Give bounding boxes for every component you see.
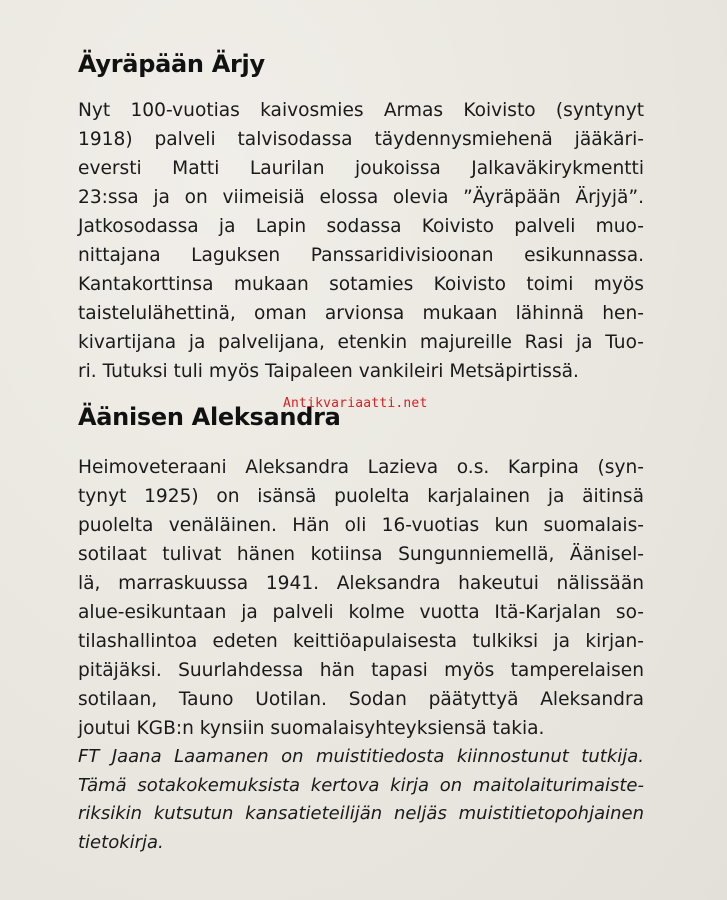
text-line: kivartijana ja palvelijana, etenkin majureille Rasi ja Tuo- xyxy=(78,332,644,353)
text-line: nittajana Laguksen Panssaridivisioonan esikunnassa. xyxy=(78,245,644,266)
text-line: tynyt 1925) on isänsä puolelta karjalainen ja äitinsä xyxy=(78,486,644,507)
section-title-aanisen-aleksandra: Äänisen Aleksandra xyxy=(78,403,341,431)
text-line: alue-esikuntaan ja palveli kolme vuotta Itä-Karjalan so- xyxy=(78,602,644,623)
credits-line: riksikin kutsutun kansatieteilijän neljäs muistitietopohjainen xyxy=(78,803,644,824)
text-line: ri. Tutuksi tuli myös Taipaleen vankileiri Metsäpirtissä. xyxy=(78,361,579,382)
author-credits xyxy=(78,743,644,857)
text-line: 1918) palveli talvisodassa täydennysmiehenä jääkäri- xyxy=(78,129,644,150)
watermark-text: Antikvariaatti.net xyxy=(283,396,428,411)
text-line: eversti Matti Laurilan joukoissa Jalkaväkirykmentti xyxy=(78,158,644,179)
text-line: joutui KGB:n kynsiin suomalaisyhteyksiensä takia. xyxy=(78,718,545,739)
credits-line: tietokirja. xyxy=(78,831,164,853)
text-line: Kantakorttinsa mukaan sotamies Koivisto toimi myös xyxy=(78,274,644,295)
section-body-aanisen-aleksandra xyxy=(78,453,644,743)
text-line: tilashallintoa edeten keittiöapulaisesta tulkiksi ja kirjan- xyxy=(78,631,644,652)
text-line: 23:ssa ja on viimeisiä elossa olevia ”Äyräpään Ärjyjä”. xyxy=(78,187,644,208)
text-line: taistelulähettinä, oman arvionsa mukaan lähinnä hen- xyxy=(78,303,644,324)
text-line: Nyt 100-vuotias kaivosmies Armas Koivisto (syntynyt xyxy=(78,100,644,121)
section-title-ayrapaan-arjy: Äyräpään Ärjy xyxy=(78,50,265,78)
text-line: Heimoveteraani Aleksandra Lazieva o.s. Karpina (syn- xyxy=(78,457,644,478)
text-line: lä, marraskuussa 1941. Aleksandra hakeutui nälissään xyxy=(78,573,644,594)
text-line: sotilaat tulivat hänen kotiinsa Sungunniemellä, Äänisel- xyxy=(78,544,644,565)
text-line: sotilaan, Tauno Uotilan. Sodan päätyttyä Aleksandra xyxy=(78,689,644,710)
credits-line: Tämä sotakokemuksista kertova kirja on maitolaiturimaiste- xyxy=(78,774,644,796)
text-line: puolelta venäläinen. Hän oli 16-vuotias kun suomalais- xyxy=(78,515,644,536)
text-line: Jatkosodassa ja Lapin sodassa Koivisto palveli muo- xyxy=(78,216,644,237)
section-body-ayrapaan-arjy xyxy=(78,96,644,386)
text-line: pitäjäksi. Suurlahdessa hän tapasi myös tamperelaisen xyxy=(78,660,644,681)
credits-line: FT Jaana Laamanen on muistitiedosta kiinnostunut tutkija. xyxy=(78,746,644,767)
